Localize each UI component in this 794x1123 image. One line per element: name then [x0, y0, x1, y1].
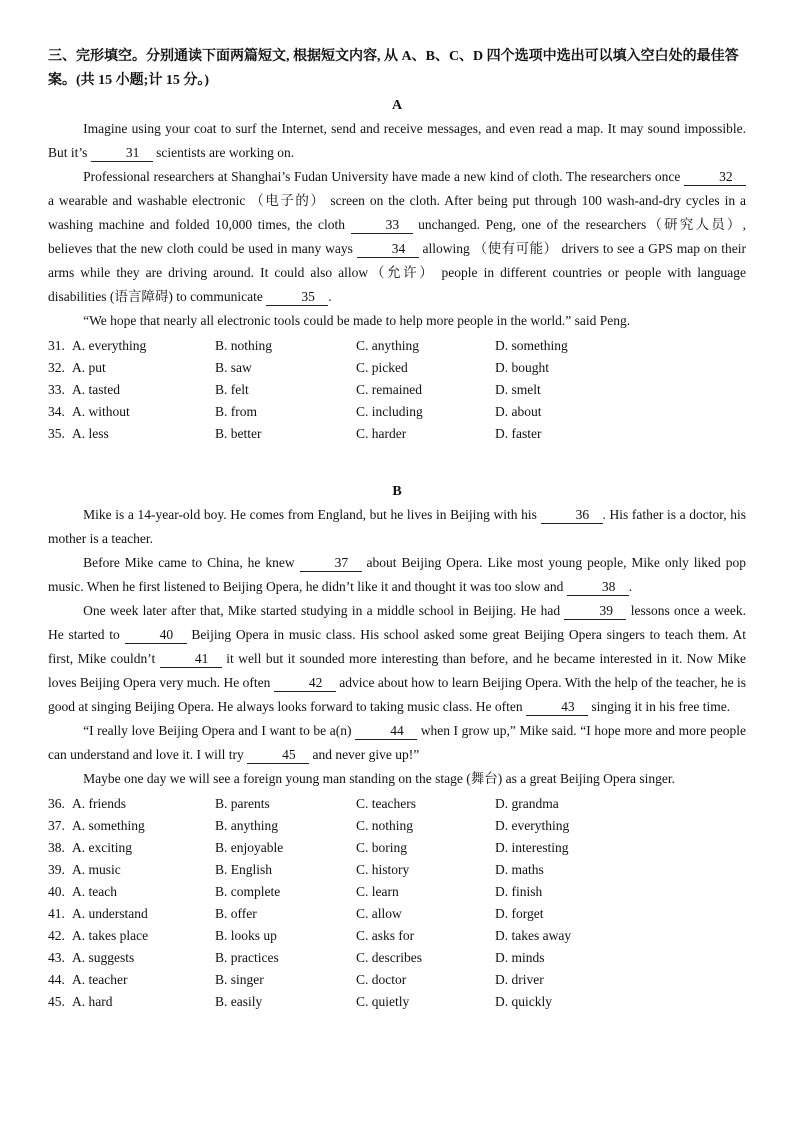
question-row [48, 859, 746, 881]
option-d[interactable]: D. interesting [495, 840, 569, 855]
question-row [48, 379, 746, 401]
option-d[interactable]: D. faster [495, 426, 542, 441]
question-row [48, 423, 746, 445]
option-b[interactable]: B. parents [215, 796, 270, 811]
passage-text: unchanged. Peng, one of the researchers（研究人员）, believes that the new cloth could be used in many ways [48, 217, 746, 256]
question-number: 45. [48, 994, 65, 1009]
question-number: 35. [48, 426, 65, 441]
option-a[interactable]: A. friends [72, 796, 126, 811]
option-b[interactable]: B. complete [215, 884, 281, 899]
answer-blank[interactable]: 43 [526, 699, 588, 716]
option-b[interactable]: B. practices [215, 950, 279, 965]
option-a[interactable]: A. less [72, 426, 109, 441]
option-c[interactable]: C. describes [356, 950, 422, 965]
question-number: 38. [48, 840, 65, 855]
passage-text: “I really love Beijing Opera and I want to be a(n) [83, 723, 356, 738]
question-row [48, 925, 746, 947]
option-b[interactable]: B. felt [215, 382, 249, 397]
option-d[interactable]: D. quickly [495, 994, 552, 1009]
question-number: 44. [48, 972, 65, 987]
option-c[interactable]: C. including [356, 404, 423, 419]
option-d[interactable]: D. bought [495, 360, 549, 375]
passage-text: a wearable and washable electronic （电子的） screen on the cloth. After being put through 100 wash-and-dry cycles in a washing machine and folded 10,000 times, the cloth [48, 193, 746, 232]
question-row [48, 991, 746, 1013]
option-a[interactable]: A. understand [72, 906, 148, 921]
passage-text: it well but it sounded more interesting than before, and he became interested in it. Now Mike loves Beijing Opera very much. He often [48, 651, 746, 690]
question-number: 37. [48, 818, 65, 833]
option-c[interactable]: C. doctor [356, 972, 407, 987]
option-d[interactable]: D. driver [495, 972, 544, 987]
option-a[interactable]: A. teacher [72, 972, 128, 987]
option-b[interactable]: B. offer [215, 906, 257, 921]
passage-a-options [48, 335, 746, 445]
option-b[interactable]: B. anything [215, 818, 278, 833]
passage-text: lessons once a week. He started to [48, 603, 746, 642]
answer-blank[interactable]: 44 [355, 723, 417, 740]
passage-a-paragraph [48, 165, 746, 309]
option-c[interactable]: C. remained [356, 382, 422, 397]
passage-text: . [328, 289, 332, 304]
option-d[interactable]: D. finish [495, 884, 543, 899]
passage-text: when I grow up,” Mike said. “I hope more and more people can understand and love it. I will try [48, 723, 746, 762]
passage-text: Professional researchers at Shanghai’s Fudan University have made a new kind of cloth. The researchers once [83, 169, 684, 184]
option-c[interactable]: C. teachers [356, 796, 416, 811]
option-a[interactable]: A. something [72, 818, 145, 833]
passage-b-paragraph [48, 719, 746, 767]
option-c[interactable]: C. nothing [356, 818, 414, 833]
passage-text: . His father is a doctor, his mother is a teacher. [48, 507, 746, 546]
option-b[interactable]: B. singer [215, 972, 264, 987]
passage-text: singing it in his free time. [588, 699, 731, 714]
answer-blank[interactable]: 34 [357, 241, 419, 258]
question-number: 40. [48, 884, 65, 899]
answer-blank[interactable]: 42 [274, 675, 336, 692]
question-number: 34. [48, 404, 65, 419]
option-b[interactable]: B. from [215, 404, 257, 419]
question-row [48, 903, 746, 925]
option-c[interactable]: C. allow [356, 906, 402, 921]
option-a[interactable]: A. suggests [72, 950, 135, 965]
question-row [48, 947, 746, 969]
exam-page [48, 45, 746, 1013]
option-c[interactable]: C. quietly [356, 994, 410, 1009]
answer-blank[interactable]: 35 [266, 289, 328, 306]
option-b[interactable]: B. looks up [215, 928, 277, 943]
option-d[interactable]: D. something [495, 338, 568, 353]
question-row [48, 881, 746, 903]
answer-blank[interactable]: 40 [125, 627, 187, 644]
answer-blank[interactable]: 41 [160, 651, 222, 668]
answer-blank[interactable]: 39 [564, 603, 626, 620]
option-d[interactable]: D. takes away [495, 928, 572, 943]
question-number: 33. [48, 382, 65, 397]
passage-b-options [48, 793, 746, 1013]
question-number: 36. [48, 796, 65, 811]
option-b[interactable]: B. saw [215, 360, 252, 375]
passage-a-paragraph [48, 117, 746, 165]
passage-text: Beijing Opera in music class. His school asked some great Beijing Opera singers to teach them. At first, Mike couldn’t [48, 627, 746, 666]
question-row [48, 357, 746, 379]
option-c[interactable]: C. picked [356, 360, 408, 375]
option-c[interactable]: C. learn [356, 884, 399, 899]
option-d[interactable]: D. minds [495, 950, 545, 965]
question-row [48, 969, 746, 991]
answer-blank[interactable]: 45 [247, 747, 309, 764]
passage-a-paragraph: “We hope that nearly all electronic tools could be made to help more people in the world.” said Peng. [83, 313, 631, 328]
question-number: 31. [48, 338, 65, 353]
option-b[interactable]: B. English [215, 862, 273, 877]
option-d[interactable]: D. maths [495, 862, 544, 877]
option-a[interactable]: A. without [72, 404, 130, 419]
question-row [48, 335, 746, 357]
answer-blank[interactable]: 33 [351, 217, 413, 234]
answer-blank[interactable]: 31 [91, 145, 153, 162]
option-b[interactable]: B. enjoyable [215, 840, 284, 855]
section-heading: 三、完形填空。分别通读下面两篇短文, 根据短文内容, 从 A、B、C、D 四个选项中选出可以填入空白处的最佳答案。(共 15 小题;计 15 分。) [48, 49, 739, 88]
question-number: 39. [48, 862, 65, 877]
question-number: 41. [48, 906, 65, 921]
option-a[interactable]: A. put [72, 360, 106, 375]
answer-blank[interactable]: 32 [684, 169, 746, 186]
option-d[interactable]: D. about [495, 404, 542, 419]
passage-text: . [628, 579, 633, 594]
option-c[interactable]: C. harder [356, 426, 407, 441]
passage-text: advice about how to learn Beijing Opera. With the help of the teacher, he is good at singing Beijing Opera. He always looks forward to taking music class. He often [48, 675, 747, 714]
option-b[interactable]: B. easily [215, 994, 263, 1009]
passage-b-paragraph [48, 503, 746, 551]
answer-blank[interactable]: 36 [541, 507, 603, 524]
passage-text: Before Mike came to China, he knew [83, 555, 300, 570]
option-a[interactable]: A. takes place [72, 928, 149, 943]
option-d[interactable]: D. everything [495, 818, 570, 833]
option-d[interactable]: D. forget [495, 906, 544, 921]
option-a[interactable]: A. everything [72, 338, 147, 353]
option-b[interactable]: B. better [215, 426, 262, 441]
option-c[interactable]: C. anything [356, 338, 419, 353]
option-d[interactable]: D. smelt [495, 382, 541, 397]
passage-text: Mike is a 14-year-old boy. He comes from England, but he lives in Beijing with his [83, 507, 541, 522]
passage-text: One week later after that, Mike started studying in a middle school in Beijing. He had [83, 603, 565, 618]
option-c[interactable]: C. asks for [356, 928, 415, 943]
option-a[interactable]: A. hard [72, 994, 113, 1009]
passage-b-paragraph [48, 599, 746, 719]
passage-b-paragraph [48, 551, 746, 599]
option-a[interactable]: A. teach [72, 884, 117, 899]
option-a[interactable]: A. music [72, 862, 121, 877]
passage-a-title: A [391, 98, 403, 113]
option-c[interactable]: C. boring [356, 840, 408, 855]
option-c[interactable]: C. history [356, 862, 410, 877]
passage-text: allowing （使有可能） drivers to see a GPS map on their arms while they are driving around. It could also allow（允许） people in different countries or people with language disabilities (语言障碍) to communicate [48, 241, 746, 304]
option-a[interactable]: A. tasted [72, 382, 120, 397]
question-row [48, 837, 746, 859]
question-number: 32. [48, 360, 65, 375]
question-number: 42. [48, 928, 65, 943]
answer-blank[interactable]: 37 [300, 555, 362, 572]
question-row [48, 815, 746, 837]
passage-text: Imagine using your coat to surf the Internet, send and receive messages, and even read a map. It may sound impossible. But it’s [48, 121, 746, 160]
passage-text: about Beijing Opera. Like most young people, Mike only liked pop music. When he first listened to Beijing Opera, he didn’t like it and thought it was too slow and [48, 555, 746, 594]
answer-blank[interactable]: 38 [567, 579, 629, 596]
question-row [48, 401, 746, 423]
passage-b-title: B [392, 484, 402, 499]
passage-b-paragraph: Maybe one day we will see a foreign young man standing on the stage (舞台) as a great Beijing Opera singer. [83, 771, 676, 786]
question-row [48, 793, 746, 815]
question-number: 43. [48, 950, 65, 965]
option-d[interactable]: D. grandma [495, 796, 559, 811]
option-b[interactable]: B. nothing [215, 338, 273, 353]
passage-text: scientists are working on. [152, 145, 295, 160]
passage-text: and never give up!” [309, 747, 420, 762]
option-a[interactable]: A. exciting [72, 840, 132, 855]
